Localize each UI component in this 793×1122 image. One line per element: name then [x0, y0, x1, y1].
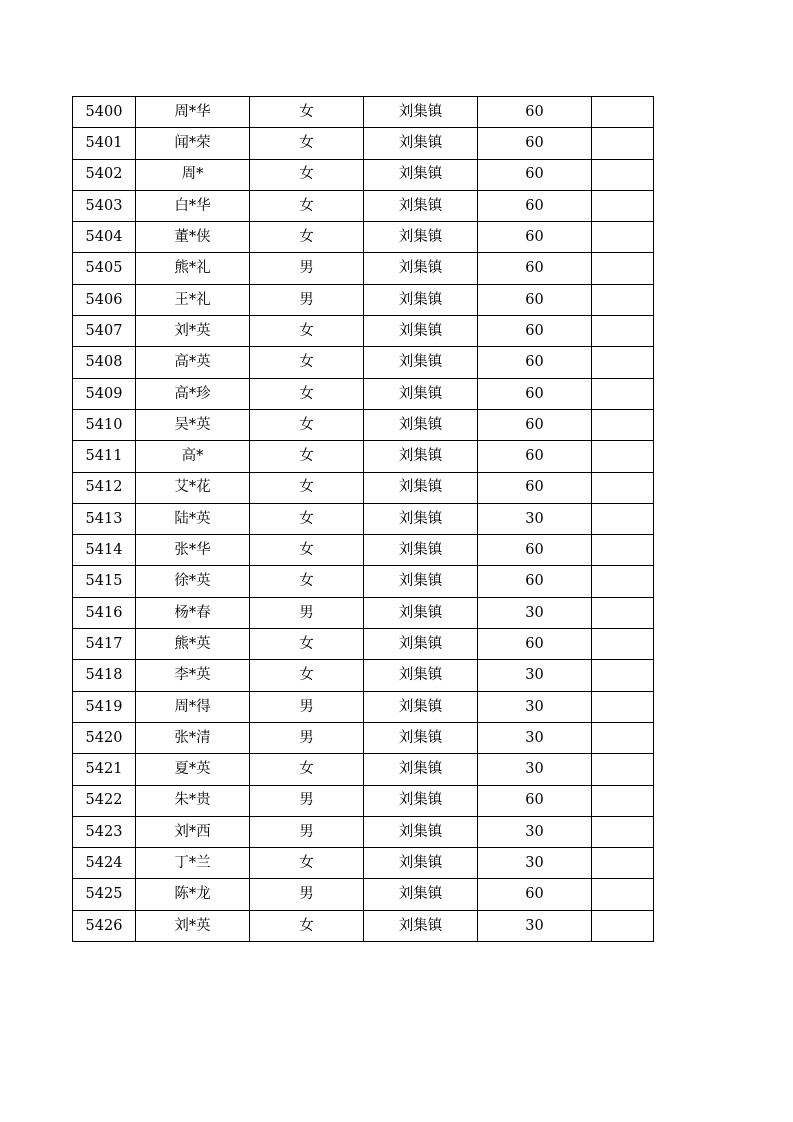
- cell-serial-number: 5411: [73, 441, 136, 472]
- cell-gender: 男: [250, 284, 364, 315]
- cell-note: [592, 848, 654, 879]
- cell-serial-number: 5413: [73, 503, 136, 534]
- cell-serial-number: 5420: [73, 722, 136, 753]
- cell-name: 刘*英: [136, 316, 250, 347]
- cell-town: 刘集镇: [364, 566, 478, 597]
- cell-name: 夏*英: [136, 754, 250, 785]
- cell-gender: 女: [250, 409, 364, 440]
- table-row: [73, 378, 654, 409]
- cell-amount: 60: [478, 785, 592, 816]
- cell-name: 刘*英: [136, 910, 250, 941]
- cell-town: 刘集镇: [364, 816, 478, 847]
- cell-note: [592, 190, 654, 221]
- cell-gender: 女: [250, 910, 364, 941]
- cell-amount: 30: [478, 691, 592, 722]
- table-row: [73, 409, 654, 440]
- cell-name: 高*: [136, 441, 250, 472]
- cell-gender: 女: [250, 128, 364, 159]
- table-row: [73, 316, 654, 347]
- cell-town: 刘集镇: [364, 754, 478, 785]
- table-row: [73, 222, 654, 253]
- cell-amount: 60: [478, 629, 592, 660]
- cell-amount: 30: [478, 816, 592, 847]
- roster-table: [72, 96, 654, 942]
- cell-town: 刘集镇: [364, 284, 478, 315]
- cell-town: 刘集镇: [364, 159, 478, 190]
- cell-gender: 女: [250, 159, 364, 190]
- cell-name: 白*华: [136, 190, 250, 221]
- table-row: [73, 754, 654, 785]
- cell-town: 刘集镇: [364, 222, 478, 253]
- cell-amount: 60: [478, 879, 592, 910]
- cell-note: [592, 816, 654, 847]
- cell-town: 刘集镇: [364, 316, 478, 347]
- cell-town: 刘集镇: [364, 441, 478, 472]
- table-row: [73, 879, 654, 910]
- cell-gender: 女: [250, 566, 364, 597]
- cell-amount: 60: [478, 97, 592, 128]
- cell-gender: 男: [250, 253, 364, 284]
- cell-gender: 女: [250, 503, 364, 534]
- cell-note: [592, 785, 654, 816]
- cell-note: [592, 535, 654, 566]
- cell-town: 刘集镇: [364, 378, 478, 409]
- cell-name: 李*英: [136, 660, 250, 691]
- cell-serial-number: 5412: [73, 472, 136, 503]
- table-row: [73, 159, 654, 190]
- cell-note: [592, 472, 654, 503]
- cell-town: 刘集镇: [364, 535, 478, 566]
- cell-gender: 女: [250, 316, 364, 347]
- cell-note: [592, 378, 654, 409]
- cell-serial-number: 5424: [73, 848, 136, 879]
- cell-serial-number: 5423: [73, 816, 136, 847]
- cell-amount: 60: [478, 190, 592, 221]
- cell-serial-number: 5409: [73, 378, 136, 409]
- cell-town: 刘集镇: [364, 597, 478, 628]
- cell-note: [592, 97, 654, 128]
- cell-name: 杨*春: [136, 597, 250, 628]
- cell-note: [592, 253, 654, 284]
- cell-name: 高*英: [136, 347, 250, 378]
- cell-amount: 60: [478, 441, 592, 472]
- cell-serial-number: 5426: [73, 910, 136, 941]
- cell-gender: 女: [250, 97, 364, 128]
- cell-name: 陈*龙: [136, 879, 250, 910]
- cell-name: 陆*英: [136, 503, 250, 534]
- cell-name: 朱*贵: [136, 785, 250, 816]
- cell-note: [592, 222, 654, 253]
- cell-note: [592, 660, 654, 691]
- table-row: [73, 597, 654, 628]
- cell-gender: 男: [250, 691, 364, 722]
- cell-note: [592, 503, 654, 534]
- cell-amount: 60: [478, 535, 592, 566]
- cell-serial-number: 5421: [73, 754, 136, 785]
- cell-gender: 女: [250, 660, 364, 691]
- cell-gender: 女: [250, 378, 364, 409]
- cell-amount: 60: [478, 159, 592, 190]
- cell-serial-number: 5404: [73, 222, 136, 253]
- cell-amount: 30: [478, 910, 592, 941]
- cell-town: 刘集镇: [364, 190, 478, 221]
- cell-serial-number: 5403: [73, 190, 136, 221]
- cell-town: 刘集镇: [364, 347, 478, 378]
- cell-amount: 60: [478, 316, 592, 347]
- cell-serial-number: 5419: [73, 691, 136, 722]
- cell-gender: 男: [250, 597, 364, 628]
- cell-note: [592, 879, 654, 910]
- cell-note: [592, 629, 654, 660]
- cell-gender: 男: [250, 722, 364, 753]
- cell-name: 徐*英: [136, 566, 250, 597]
- cell-town: 刘集镇: [364, 722, 478, 753]
- cell-note: [592, 691, 654, 722]
- cell-amount: 60: [478, 222, 592, 253]
- table-row: [73, 472, 654, 503]
- cell-town: 刘集镇: [364, 253, 478, 284]
- cell-note: [592, 722, 654, 753]
- cell-note: [592, 316, 654, 347]
- cell-town: 刘集镇: [364, 879, 478, 910]
- table-row: [73, 253, 654, 284]
- cell-name: 艾*花: [136, 472, 250, 503]
- cell-town: 刘集镇: [364, 910, 478, 941]
- cell-serial-number: 5401: [73, 128, 136, 159]
- table-row: [73, 97, 654, 128]
- cell-note: [592, 910, 654, 941]
- cell-town: 刘集镇: [364, 691, 478, 722]
- cell-gender: 女: [250, 848, 364, 879]
- cell-amount: 30: [478, 597, 592, 628]
- cell-amount: 60: [478, 128, 592, 159]
- cell-serial-number: 5414: [73, 535, 136, 566]
- cell-gender: 男: [250, 816, 364, 847]
- cell-town: 刘集镇: [364, 128, 478, 159]
- cell-serial-number: 5425: [73, 879, 136, 910]
- cell-gender: 女: [250, 629, 364, 660]
- table-row: [73, 910, 654, 941]
- cell-gender: 女: [250, 472, 364, 503]
- cell-serial-number: 5410: [73, 409, 136, 440]
- cell-amount: 60: [478, 284, 592, 315]
- cell-note: [592, 566, 654, 597]
- cell-name: 熊*英: [136, 629, 250, 660]
- cell-town: 刘集镇: [364, 660, 478, 691]
- cell-gender: 女: [250, 222, 364, 253]
- cell-amount: 60: [478, 409, 592, 440]
- cell-amount: 60: [478, 378, 592, 409]
- cell-note: [592, 754, 654, 785]
- table-row: [73, 347, 654, 378]
- cell-name: 董*侠: [136, 222, 250, 253]
- cell-name: 吴*英: [136, 409, 250, 440]
- cell-gender: 男: [250, 785, 364, 816]
- cell-name: 闻*荣: [136, 128, 250, 159]
- cell-name: 王*礼: [136, 284, 250, 315]
- cell-name: 熊*礼: [136, 253, 250, 284]
- cell-name: 高*珍: [136, 378, 250, 409]
- cell-name: 刘*西: [136, 816, 250, 847]
- cell-gender: 女: [250, 441, 364, 472]
- cell-name: 张*清: [136, 722, 250, 753]
- cell-amount: 30: [478, 722, 592, 753]
- cell-serial-number: 5408: [73, 347, 136, 378]
- cell-serial-number: 5422: [73, 785, 136, 816]
- table-row: [73, 816, 654, 847]
- cell-serial-number: 5415: [73, 566, 136, 597]
- cell-amount: 60: [478, 347, 592, 378]
- table-row: [73, 691, 654, 722]
- table-row: [73, 503, 654, 534]
- table-row: [73, 629, 654, 660]
- cell-town: 刘集镇: [364, 503, 478, 534]
- cell-name: 张*华: [136, 535, 250, 566]
- cell-amount: 30: [478, 660, 592, 691]
- cell-note: [592, 284, 654, 315]
- cell-name: 丁*兰: [136, 848, 250, 879]
- cell-note: [592, 409, 654, 440]
- cell-gender: 女: [250, 190, 364, 221]
- cell-amount: 30: [478, 754, 592, 785]
- cell-gender: 女: [250, 347, 364, 378]
- cell-name: 周*华: [136, 97, 250, 128]
- cell-serial-number: 5416: [73, 597, 136, 628]
- table-row: [73, 190, 654, 221]
- cell-note: [592, 441, 654, 472]
- table-row: [73, 535, 654, 566]
- table-row: [73, 722, 654, 753]
- table-row: [73, 660, 654, 691]
- cell-town: 刘集镇: [364, 472, 478, 503]
- table-row: [73, 128, 654, 159]
- cell-serial-number: 5418: [73, 660, 136, 691]
- table-row: [73, 785, 654, 816]
- cell-name: 周*得: [136, 691, 250, 722]
- cell-note: [592, 597, 654, 628]
- cell-town: 刘集镇: [364, 785, 478, 816]
- table-row: [73, 284, 654, 315]
- roster-table-body: [73, 97, 654, 942]
- cell-town: 刘集镇: [364, 97, 478, 128]
- cell-serial-number: 5407: [73, 316, 136, 347]
- cell-amount: 30: [478, 848, 592, 879]
- cell-amount: 60: [478, 566, 592, 597]
- cell-amount: 60: [478, 253, 592, 284]
- table-row: [73, 848, 654, 879]
- cell-gender: 男: [250, 879, 364, 910]
- cell-serial-number: 5402: [73, 159, 136, 190]
- cell-amount: 30: [478, 503, 592, 534]
- table-row: [73, 441, 654, 472]
- cell-serial-number: 5400: [73, 97, 136, 128]
- cell-town: 刘集镇: [364, 848, 478, 879]
- cell-serial-number: 5406: [73, 284, 136, 315]
- cell-town: 刘集镇: [364, 409, 478, 440]
- cell-serial-number: 5405: [73, 253, 136, 284]
- cell-note: [592, 159, 654, 190]
- cell-amount: 60: [478, 472, 592, 503]
- cell-note: [592, 128, 654, 159]
- cell-gender: 女: [250, 754, 364, 785]
- cell-name: 周*: [136, 159, 250, 190]
- cell-gender: 女: [250, 535, 364, 566]
- cell-note: [592, 347, 654, 378]
- table-row: [73, 566, 654, 597]
- cell-serial-number: 5417: [73, 629, 136, 660]
- cell-town: 刘集镇: [364, 629, 478, 660]
